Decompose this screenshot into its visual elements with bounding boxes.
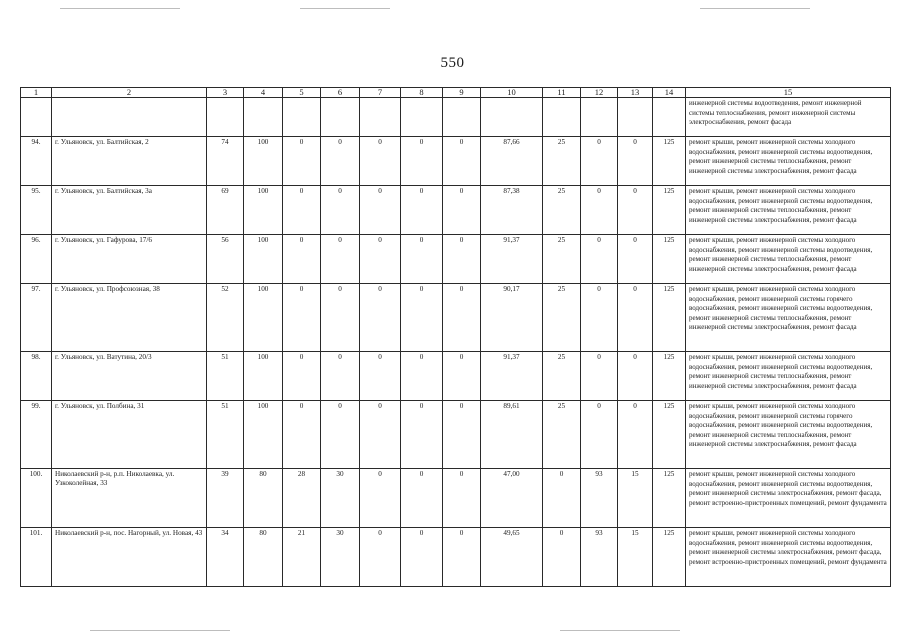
col-10: 91,37 (481, 352, 543, 401)
col-10: 47,00 (481, 469, 543, 528)
scan-artifact (300, 8, 390, 9)
col-10: 90,17 (481, 284, 543, 352)
col-6: 0 (321, 284, 360, 352)
table-row (21, 284, 891, 352)
col-11: 0 (543, 469, 581, 528)
row-number: 101. (21, 528, 52, 587)
col-3: 51 (207, 352, 244, 401)
column-header: 2 (52, 88, 207, 98)
col-4: 100 (244, 284, 283, 352)
col-7: 0 (360, 235, 401, 284)
col-14: 125 (653, 137, 686, 186)
col-9: 0 (443, 469, 481, 528)
col-6: 30 (321, 469, 360, 528)
column-header: 10 (481, 88, 543, 98)
address: г. Ульяновск, ул. Балтийская, 3а (52, 186, 207, 235)
col-13: 15 (618, 528, 653, 587)
col-14: 125 (653, 235, 686, 284)
col-12: 0 (581, 284, 618, 352)
col-11: 25 (543, 186, 581, 235)
col-10: 87,38 (481, 186, 543, 235)
col-6: 0 (321, 401, 360, 469)
address: г. Ульяновск, ул. Ватутина, 20/3 (52, 352, 207, 401)
col-7: 0 (360, 401, 401, 469)
col-5: 28 (283, 469, 321, 528)
col-6: 0 (321, 137, 360, 186)
col-8: 0 (401, 401, 443, 469)
col-6: 0 (321, 352, 360, 401)
col-8: 0 (401, 235, 443, 284)
works-list: ремонт крыши, ремонт инженерной системы холодного водоснабжения, ремонт инженерной системы горячего водоснабжения, ремонт инженерной системы водоотведения, ремонт инженерной системы теплоснабжения, ремонт инженерной системы электроснабжения, ремонт фасада (686, 284, 891, 352)
col-9: 0 (443, 137, 481, 186)
row-number: 95. (21, 186, 52, 235)
col-13: 0 (618, 401, 653, 469)
col-9: 0 (443, 401, 481, 469)
works-list: ремонт крыши, ремонт инженерной системы холодного водоснабжения, ремонт инженерной системы водоотведения, ремонт инженерной системы теплоснабжения, ремонт инженерной системы электроснабжения, ремонт фасада (686, 137, 891, 186)
col-8: 0 (401, 469, 443, 528)
address: г. Ульяновск, ул. Балтийская, 2 (52, 137, 207, 186)
col-6: 30 (321, 528, 360, 587)
col-4: 80 (244, 528, 283, 587)
col-12: 0 (581, 186, 618, 235)
col-9: 0 (443, 284, 481, 352)
col-12: 93 (581, 528, 618, 587)
col-8: 0 (401, 528, 443, 587)
col-3: 51 (207, 401, 244, 469)
column-header: 15 (686, 88, 891, 98)
col-12: 0 (581, 401, 618, 469)
col-11: 25 (543, 284, 581, 352)
continuation-row (21, 98, 891, 137)
col-4: 100 (244, 235, 283, 284)
table-row (21, 469, 891, 528)
col-13: 15 (618, 469, 653, 528)
scan-artifact (700, 8, 810, 9)
col-14: 125 (653, 528, 686, 587)
col-13: 0 (618, 137, 653, 186)
col-12: 0 (581, 352, 618, 401)
col-7: 0 (360, 137, 401, 186)
column-header: 7 (360, 88, 401, 98)
col-9: 0 (443, 235, 481, 284)
table-row (21, 528, 891, 587)
column-header: 11 (543, 88, 581, 98)
col-11: 25 (543, 352, 581, 401)
col-3: 69 (207, 186, 244, 235)
col-7: 0 (360, 528, 401, 587)
address: г. Ульяновск, ул. Гафурова, 17/6 (52, 235, 207, 284)
column-header: 4 (244, 88, 283, 98)
col-4: 100 (244, 352, 283, 401)
address: Николаевский р-н, пос. Нагорный, ул. Новая, 43 (52, 528, 207, 587)
works-list: ремонт крыши, ремонт инженерной системы холодного водоснабжения, ремонт инженерной системы водоотведения, ремонт инженерной системы теплоснабжения, ремонт инженерной системы электроснабжения, ремонт фасада (686, 186, 891, 235)
col-13: 0 (618, 186, 653, 235)
col-12: 0 (581, 137, 618, 186)
col-5: 21 (283, 528, 321, 587)
works-continuation: инженерной системы водоотведения, ремонт инженерной системы теплоснабжения, ремонт инженерной системы электроснабжения, ремонт фасада (686, 98, 891, 137)
page-number: 550 (440, 55, 465, 71)
col-5: 0 (283, 186, 321, 235)
col-4: 100 (244, 137, 283, 186)
works-list: ремонт крыши, ремонт инженерной системы холодного водоснабжения, ремонт инженерной системы водоотведения, ремонт инженерной системы теплоснабжения, ремонт инженерной системы электроснабжения, ремонт фасада (686, 352, 891, 401)
works-list: ремонт крыши, ремонт инженерной системы холодного водоснабжения, ремонт инженерной системы горячего водоснабжения, ремонт инженерной системы водоотведения, ремонт инженерной системы теплоснабжения, ремонт инженерной системы электроснабжения, ремонт фасада (686, 401, 891, 469)
col-8: 0 (401, 137, 443, 186)
col-3: 52 (207, 284, 244, 352)
col-4: 100 (244, 186, 283, 235)
col-9: 0 (443, 528, 481, 587)
col-7: 0 (360, 284, 401, 352)
col-13: 0 (618, 284, 653, 352)
col-3: 74 (207, 137, 244, 186)
col-4: 100 (244, 401, 283, 469)
col-7: 0 (360, 469, 401, 528)
column-header: 1 (21, 88, 52, 98)
works-list: ремонт крыши, ремонт инженерной системы холодного водоснабжения, ремонт инженерной системы водоотведения, ремонт инженерной системы электроснабжения, ремонт фасада, ремонт встроенно-пристроенных помещений, ремонт фундамента (686, 469, 891, 528)
row-number: 97. (21, 284, 52, 352)
column-header: 8 (401, 88, 443, 98)
col-14: 125 (653, 186, 686, 235)
row-number: 94. (21, 137, 52, 186)
col-11: 25 (543, 137, 581, 186)
col-8: 0 (401, 284, 443, 352)
column-header: 3 (207, 88, 244, 98)
col-14: 125 (653, 469, 686, 528)
column-header: 9 (443, 88, 481, 98)
row-number: 100. (21, 469, 52, 528)
repair-program-table (20, 87, 891, 587)
scan-artifact (560, 630, 680, 631)
col-14: 125 (653, 284, 686, 352)
col-10: 91,37 (481, 235, 543, 284)
col-3: 39 (207, 469, 244, 528)
row-number: 99. (21, 401, 52, 469)
col-5: 0 (283, 137, 321, 186)
column-header: 14 (653, 88, 686, 98)
col-12: 93 (581, 469, 618, 528)
col-7: 0 (360, 186, 401, 235)
col-9: 0 (443, 352, 481, 401)
col-7: 0 (360, 352, 401, 401)
column-header: 6 (321, 88, 360, 98)
col-8: 0 (401, 352, 443, 401)
table-row (21, 186, 891, 235)
scan-artifact (90, 630, 230, 631)
row-number: 98. (21, 352, 52, 401)
col-10: 49,65 (481, 528, 543, 587)
column-number-row (21, 88, 891, 98)
col-10: 87,66 (481, 137, 543, 186)
col-5: 0 (283, 235, 321, 284)
scan-artifact (60, 8, 180, 9)
col-11: 0 (543, 528, 581, 587)
column-header: 13 (618, 88, 653, 98)
col-10: 89,61 (481, 401, 543, 469)
col-5: 0 (283, 284, 321, 352)
col-6: 0 (321, 235, 360, 284)
col-13: 0 (618, 352, 653, 401)
column-header: 5 (283, 88, 321, 98)
col-14: 125 (653, 401, 686, 469)
col-3: 34 (207, 528, 244, 587)
col-6: 0 (321, 186, 360, 235)
table-row (21, 137, 891, 186)
works-list: ремонт крыши, ремонт инженерной системы холодного водоснабжения, ремонт инженерной системы водоотведения, ремонт инженерной системы теплоснабжения, ремонт инженерной системы электроснабжения, ремонт фасада (686, 235, 891, 284)
col-4: 80 (244, 469, 283, 528)
col-8: 0 (401, 186, 443, 235)
address: г. Ульяновск, ул. Профсоюзная, 38 (52, 284, 207, 352)
table-row (21, 401, 891, 469)
col-5: 0 (283, 401, 321, 469)
table-row (21, 235, 891, 284)
col-14: 125 (653, 352, 686, 401)
col-13: 0 (618, 235, 653, 284)
address: Николаевский р-н, р.п. Николаевка, ул. Узкоколейная, 33 (52, 469, 207, 528)
col-9: 0 (443, 186, 481, 235)
column-header: 12 (581, 88, 618, 98)
works-list: ремонт крыши, ремонт инженерной системы холодного водоснабжения, ремонт инженерной системы водоотведения, ремонт инженерной системы электроснабжения, ремонт фасада, ремонт встроенно-пристроенных помещений, ремонт фундамента (686, 528, 891, 587)
col-11: 25 (543, 401, 581, 469)
table-row (21, 352, 891, 401)
col-12: 0 (581, 235, 618, 284)
col-3: 56 (207, 235, 244, 284)
address: г. Ульяновск, ул. Полбина, 31 (52, 401, 207, 469)
row-number: 96. (21, 235, 52, 284)
col-5: 0 (283, 352, 321, 401)
col-11: 25 (543, 235, 581, 284)
